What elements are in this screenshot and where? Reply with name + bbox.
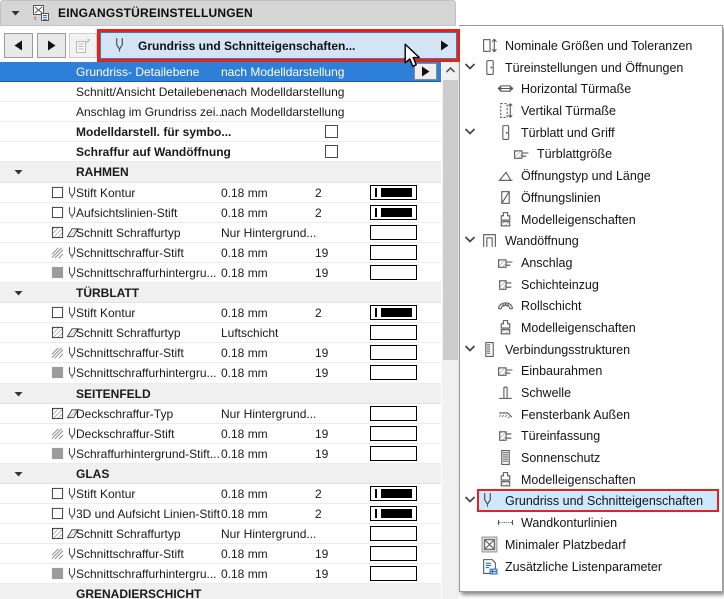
table-row[interactable]: [0, 444, 441, 464]
tree-item[interactable]: [460, 469, 722, 491]
triangle-right-icon: [421, 66, 430, 77]
table-row[interactable]: [0, 263, 441, 283]
pen-preview: [370, 365, 417, 380]
row-label: GLAS: [76, 466, 110, 481]
triangle-right-icon: [47, 40, 56, 51]
section-collapse-triangle-icon[interactable]: [14, 289, 23, 297]
tree-item[interactable]: [460, 317, 722, 339]
list-params-icon: [481, 558, 498, 575]
pen-preview-bar: [381, 208, 412, 217]
hatch-lines-icon: [51, 346, 64, 359]
dropdown-expand-icon[interactable]: [440, 40, 449, 51]
table-row[interactable]: [0, 544, 441, 564]
pen-preview-line: [375, 489, 377, 498]
pen-number: 19: [315, 426, 329, 441]
table-row[interactable]: [0, 203, 441, 223]
square-icon: [51, 487, 64, 500]
square-icon: [51, 507, 64, 520]
roll-course-icon: [497, 297, 514, 314]
wall-opening-icon: [481, 232, 498, 249]
table-row[interactable]: [0, 323, 441, 343]
pen-preview-line: [375, 188, 377, 197]
pen-number: 2: [315, 185, 322, 200]
hatch-lines-icon: [51, 547, 64, 560]
pen-number: 2: [315, 486, 322, 501]
table-row[interactable]: [0, 303, 441, 323]
back-button[interactable]: [4, 33, 33, 58]
pen-preview-line: [375, 308, 377, 317]
tree-item[interactable]: [460, 295, 722, 317]
row-label: Anschlag im Grundriss zei...: [76, 105, 226, 120]
section-collapse-triangle-icon[interactable]: [14, 168, 23, 176]
row-value: nach Modelldarstellung: [221, 65, 345, 79]
triangle-left-icon: [14, 40, 23, 51]
pen-preview: [370, 325, 417, 340]
tree-item[interactable]: [460, 404, 722, 426]
row-label: Stift Kontur: [76, 185, 136, 200]
hatch-square-icon: [51, 326, 64, 339]
threshold-icon: [497, 384, 514, 401]
hatch-step-icon: [497, 362, 514, 379]
hatch-step-icon: [513, 145, 530, 162]
tree-item-label: Anschlag: [521, 255, 573, 270]
tree-item[interactable]: [460, 512, 722, 534]
hatch-lines-icon: [51, 246, 64, 259]
table-section-row[interactable]: [0, 384, 441, 404]
row-label: Stift Kontur: [76, 486, 136, 501]
tree-item-label: Wandkonturlinien: [521, 516, 618, 531]
pen-preview: [370, 225, 417, 240]
tree-item[interactable]: [460, 78, 722, 100]
pen-number: 2: [315, 205, 322, 220]
hatch-square-icon: [51, 527, 64, 540]
gray-square-icon: [51, 366, 64, 379]
row-value: 0.18 mm: [221, 265, 268, 280]
door-height-icon: [481, 37, 498, 54]
chevron-down-icon[interactable]: [464, 495, 476, 504]
row-value: Nur Hintergrund...: [221, 406, 317, 421]
table-scrollbar[interactable]: [442, 60, 459, 599]
pen-number: 19: [315, 446, 329, 461]
pen-number: 19: [315, 547, 329, 562]
tree-item[interactable]: [460, 35, 722, 57]
forward-button[interactable]: [37, 33, 66, 58]
section-tree: [460, 35, 722, 577]
tree-item[interactable]: [460, 57, 722, 79]
square-icon: [51, 306, 64, 319]
dropdown-label: Grundriss und Schnitteigenschaften...: [138, 38, 356, 53]
pen-nib-icon: [113, 37, 126, 54]
row-label: Schnittschraffurhintergru...: [76, 567, 217, 582]
table-row[interactable]: [0, 343, 441, 363]
pen-number: 19: [315, 567, 329, 582]
tree-item[interactable]: [460, 490, 722, 512]
pen-preview: [370, 526, 417, 541]
tree-item-label: Türeinfassung: [521, 429, 601, 444]
panel-header[interactable]: [0, 0, 456, 26]
row-value: Nur Hintergrund...: [221, 225, 317, 240]
tree-item[interactable]: [460, 360, 722, 382]
row-value: nach Modelldarstellung: [221, 85, 345, 100]
table-row[interactable]: [0, 484, 441, 504]
section-collapse-triangle-icon[interactable]: [14, 390, 23, 398]
row-label: Schnittschraffur-Stift: [76, 346, 184, 361]
row-label: Deckschraffur-Typ: [76, 406, 174, 421]
door-settings-icon: [481, 59, 498, 76]
transfer-settings-button[interactable]: [69, 33, 97, 58]
row-label: Schnittschraffurhintergru...: [76, 366, 217, 381]
row-label: Grundriss- Detailebene: [76, 65, 200, 79]
table-section-row[interactable]: [0, 162, 441, 182]
table-row[interactable]: [0, 122, 441, 142]
table-row[interactable]: [0, 404, 441, 424]
tree-item-label: Wandöffnung: [505, 234, 579, 249]
row-label: SEITENFELD: [76, 386, 151, 401]
tree-item[interactable]: [460, 274, 722, 296]
table-row[interactable]: [0, 424, 441, 444]
tree-item-label: Schwelle: [521, 386, 572, 400]
tree-item-label: Horizontal Türmaße: [521, 82, 632, 97]
pen-number: 19: [315, 245, 329, 260]
tree-item-label: Öffnungstyp und Länge: [521, 169, 651, 184]
tree-item[interactable]: [460, 143, 722, 165]
row-label: GRENADIERSCHICHT: [76, 587, 202, 599]
pen-preview-bar: [381, 308, 412, 317]
table-row[interactable]: [0, 82, 441, 102]
tree-item[interactable]: [460, 100, 722, 122]
hatch-step2-icon: [497, 427, 514, 444]
gray-square-icon: [51, 266, 64, 279]
pen-preview: [370, 245, 417, 260]
row-label: 3D und Aufsicht Linien-Stift: [76, 507, 221, 522]
tree-item-label: Modelleigenschaften: [521, 212, 636, 227]
hatch-step-icon: [497, 254, 514, 271]
row-label: Schnitt Schraffurtyp: [76, 326, 181, 341]
row-label: Stift Kontur: [76, 306, 136, 321]
gray-square-icon: [51, 447, 64, 460]
tree-item[interactable]: [460, 165, 722, 187]
opening-swing-icon: [497, 167, 514, 184]
hatch-square-icon: [51, 407, 64, 420]
row-value: 0.18 mm: [221, 205, 268, 220]
door-vertical-icon: [497, 102, 514, 119]
tree-item-label: Minimaler Platzbedarf: [505, 537, 626, 552]
pen-preview-bar: [381, 509, 412, 518]
pen-preview-line: [375, 509, 377, 518]
pen-preview: [370, 566, 417, 581]
scrollbar-up-button[interactable]: [442, 60, 459, 79]
pen-preview-bar: [381, 188, 412, 197]
tree-item-label: Öffnungslinien: [521, 190, 601, 205]
hatch-square-icon: [51, 226, 64, 239]
opening-lines-icon: [497, 189, 514, 206]
row-label: Schraffurhintergrund-Stift...: [76, 446, 220, 461]
section-collapse-triangle-icon[interactable]: [14, 470, 23, 478]
tree-item-label: Sonnenschutz: [521, 451, 601, 466]
table-row[interactable]: [0, 243, 441, 263]
pen-preview: [370, 265, 417, 280]
table-section-row[interactable]: [0, 464, 441, 484]
table-row[interactable]: [0, 142, 441, 162]
tree-item-label: Schichteinzug: [521, 277, 599, 292]
row-value: 0.18 mm: [221, 245, 268, 260]
pen-number: 19: [315, 366, 329, 381]
pen-preview-line: [375, 208, 377, 217]
hatch-lines-icon: [51, 427, 64, 440]
row-value: 0.18 mm: [221, 446, 268, 461]
pen-number: 19: [315, 265, 329, 280]
tree-item-label: Türeinstellungen und Öffnungen: [505, 60, 684, 75]
row-value: 0.18 mm: [221, 185, 268, 200]
row-label: Schraffur auf Wandöffnung: [76, 145, 231, 160]
pen-preview: [370, 305, 417, 320]
pen-number: 2: [315, 507, 322, 522]
chevron-up-icon: [445, 66, 456, 74]
row-value: Luftschicht: [221, 326, 279, 341]
transfer-settings-icon: [74, 37, 92, 55]
pen-number: 19: [315, 346, 329, 361]
square-icon: [51, 186, 64, 199]
tree-item-label: Zusätzliche Listenparameter: [505, 559, 663, 574]
row-label: TÜRBLATT: [76, 286, 140, 301]
door-leaf-icon: [497, 124, 514, 141]
panel-title: EINGANGSTÜREINSTELLUNGEN: [58, 6, 253, 20]
pen-number: 2: [315, 306, 322, 321]
tree-item-label: Türblattgröße: [537, 147, 613, 162]
row-value: 0.18 mm: [221, 507, 268, 522]
parameter-table: [0, 62, 441, 599]
tree-item[interactable]: [460, 187, 722, 209]
row-value: 0.18 mm: [221, 306, 268, 321]
row-label: Schnittschraffur-Stift: [76, 245, 184, 260]
door-settings-list-icon: [32, 4, 50, 22]
table-row[interactable]: [0, 223, 441, 243]
pen-preview: [370, 185, 417, 200]
row-label: Schnitt Schraffurtyp: [76, 225, 181, 240]
row-label: Aufsichtslinien-Stift: [76, 205, 178, 220]
tree-item-label: Vertikal Türmaße: [521, 104, 616, 119]
hatch-step2-icon: [497, 276, 514, 293]
pen-preview: [370, 205, 417, 220]
table-row[interactable]: [0, 363, 441, 383]
row-value: 0.18 mm: [221, 426, 268, 441]
tree-item[interactable]: [460, 209, 722, 231]
tree-item[interactable]: [460, 447, 722, 469]
tree-item-label: Grundriss und Schnitteigenschaften: [505, 494, 704, 509]
gray-square-icon: [51, 567, 64, 580]
brush-icon: [497, 319, 514, 336]
row-checkbox[interactable]: [325, 145, 338, 158]
row-value: nach Modelldarstellung: [221, 105, 345, 120]
row-label: Deckschraffur-Stift: [76, 426, 175, 441]
pen-preview-bar: [381, 489, 412, 498]
table-row[interactable]: [0, 504, 441, 524]
min-space-icon: [481, 536, 498, 553]
row-label: Schnittschraffurhintergru...: [76, 265, 217, 280]
row-label: Schnitt Schraffurtyp: [76, 527, 181, 542]
tree-item-label: Modelleigenschaften: [521, 320, 636, 335]
collapse-triangle-icon[interactable]: [11, 9, 20, 17]
row-value: 0.18 mm: [221, 486, 268, 501]
table-section-row[interactable]: [0, 584, 441, 599]
scrollbar-thumb[interactable]: [443, 80, 458, 360]
chevron-down-icon[interactable]: [464, 344, 476, 353]
row-label: Modelldarstell. für symbo...: [76, 125, 232, 140]
row-checkbox[interactable]: [325, 125, 338, 138]
table-row[interactable]: [0, 183, 441, 203]
tree-item-label: Verbindungsstrukturen: [505, 342, 631, 357]
tree-item[interactable]: [460, 122, 722, 144]
tree-item-label: Rollschicht: [521, 299, 582, 314]
pen-preview: [370, 406, 417, 421]
square-icon: [51, 206, 64, 219]
panel-selector-dropdown[interactable]: [100, 32, 457, 59]
tree-item-label: Modelleigenschaften: [521, 472, 636, 487]
pen-nib-icon: [481, 492, 494, 509]
window-sill-icon: [497, 406, 514, 423]
connection-icon: [481, 341, 498, 358]
navigation-bar: [0, 26, 460, 62]
brush-icon: [497, 471, 514, 488]
pen-preview: [370, 546, 417, 561]
tree-item[interactable]: [460, 339, 722, 361]
pen-preview: [370, 446, 417, 461]
tree-item[interactable]: [460, 230, 722, 252]
contour-lines-icon: [497, 514, 514, 531]
row-value: Nur Hintergrund...: [221, 527, 317, 542]
tree-item[interactable]: [460, 252, 722, 274]
row-value: 0.18 mm: [221, 346, 268, 361]
row-value: 0.18 mm: [221, 366, 268, 381]
row-label: RAHMEN: [76, 165, 129, 180]
tree-item-label: Nominale Größen und Toleranzen: [505, 39, 693, 53]
row-value: 0.18 mm: [221, 547, 268, 562]
table-section-row[interactable]: [0, 283, 441, 303]
pen-preview: [370, 426, 417, 441]
row-value: 0.18 mm: [221, 567, 268, 582]
tree-item-label: Fensterbank Außen: [521, 407, 631, 422]
tree-item[interactable]: [460, 534, 722, 556]
tree-item[interactable]: [460, 425, 722, 447]
pen-preview: [370, 486, 417, 501]
row-expand-button[interactable]: [414, 63, 437, 80]
row-label: Schnittschraffur-Stift: [76, 547, 184, 562]
pen-preview: [370, 345, 417, 360]
tree-item[interactable]: [460, 556, 722, 578]
brush-icon: [497, 211, 514, 228]
row-label: Schnitt/Ansicht Detailebene: [76, 85, 223, 100]
tree-item-label: Türblatt und Griff: [521, 125, 615, 140]
chevron-down-icon[interactable]: [464, 127, 476, 136]
table-row[interactable]: [0, 102, 441, 122]
sun-shade-icon: [497, 449, 514, 466]
annotation-box-dropdown: [97, 29, 460, 62]
pen-preview: [370, 506, 417, 521]
chevron-down-icon[interactable]: [464, 235, 476, 244]
section-tree-panel: [459, 25, 723, 592]
table-row[interactable]: [0, 524, 441, 544]
chevron-down-icon[interactable]: [464, 62, 476, 71]
door-width-icon: [497, 80, 514, 97]
tree-item[interactable]: [460, 382, 722, 404]
table-row[interactable]: [0, 62, 441, 82]
table-row[interactable]: [0, 564, 441, 584]
tree-item-label: Einbaurahmen: [521, 364, 603, 379]
